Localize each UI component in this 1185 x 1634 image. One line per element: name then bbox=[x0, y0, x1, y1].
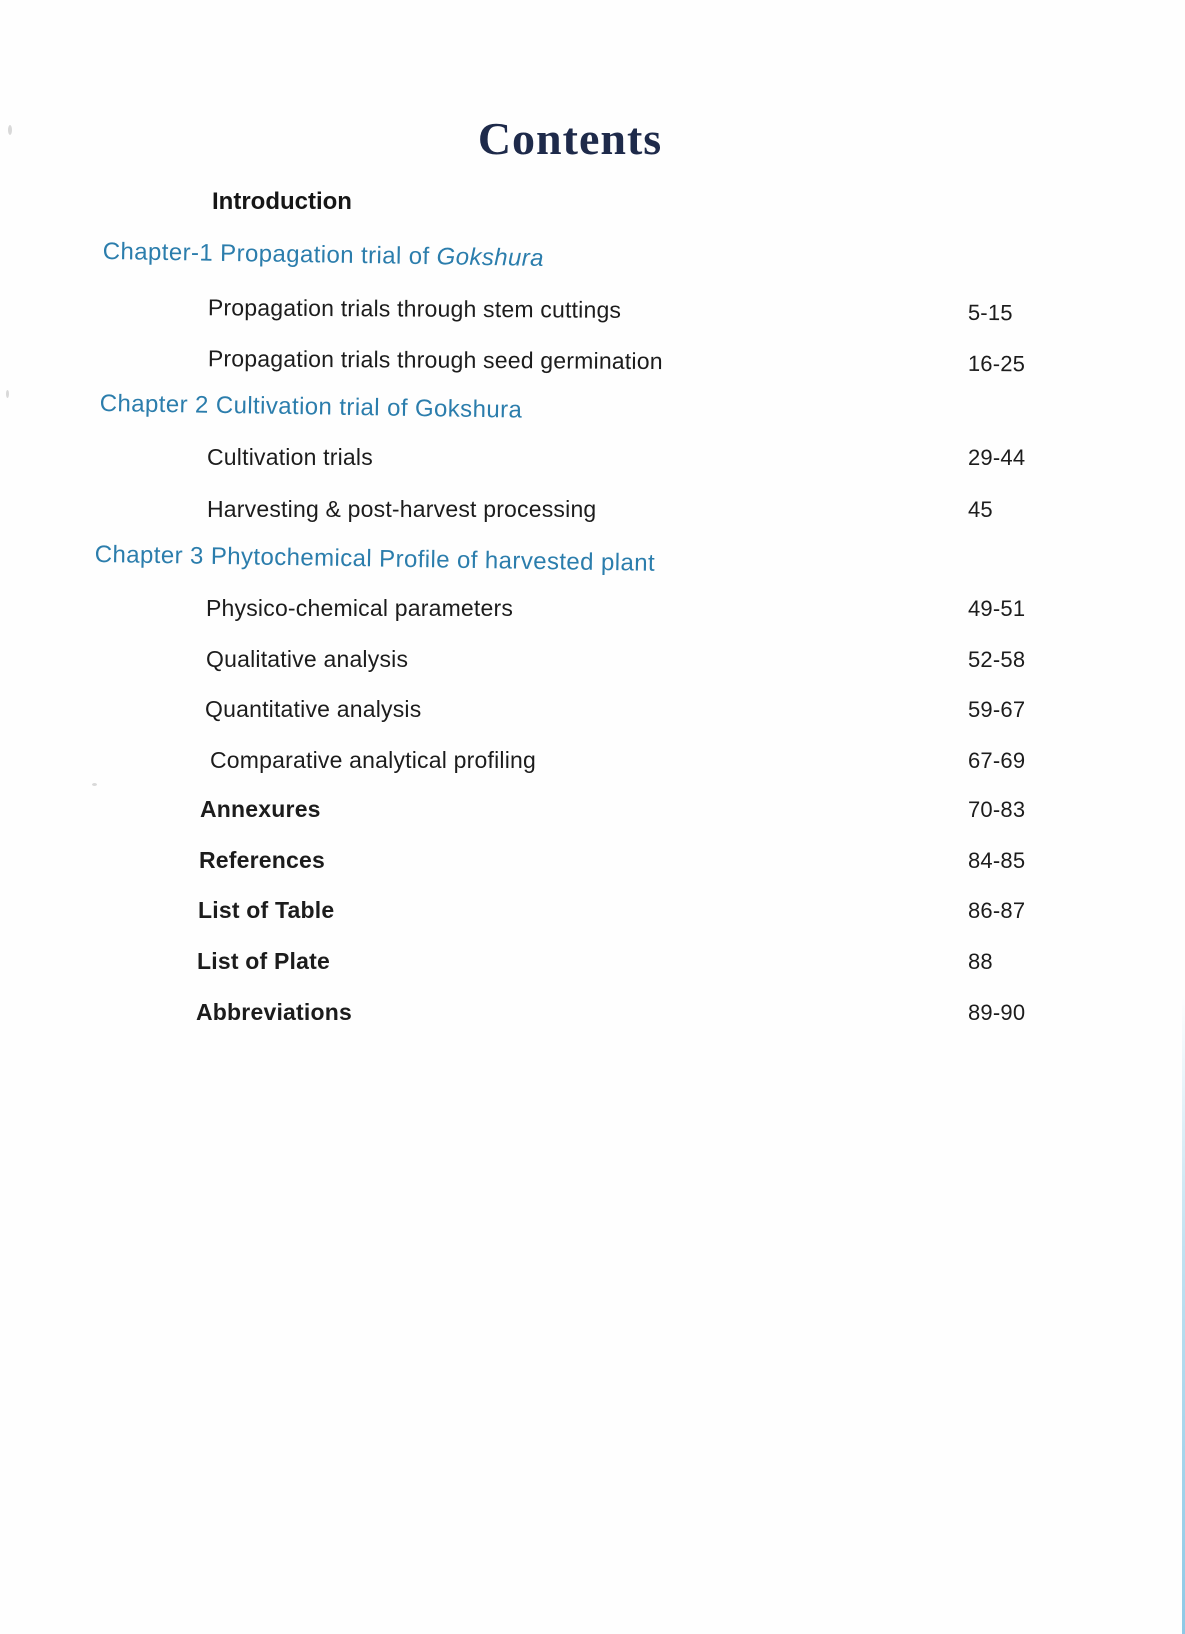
scan-speck bbox=[6, 390, 9, 398]
toc-entry-label: Abbreviations bbox=[196, 999, 352, 1025]
toc-entry-pages: 45 bbox=[968, 497, 993, 522]
toc-row bbox=[0, 293, 1030, 326]
toc-entry-label: References bbox=[199, 847, 326, 873]
chapter-1-heading-text: Chapter-1 Propagation trial of bbox=[102, 238, 437, 271]
chapter-2-heading bbox=[100, 390, 523, 425]
toc-entry-pages: 88 bbox=[968, 949, 993, 974]
toc-entry-pages: 84-85 bbox=[968, 848, 1026, 873]
chapter-3-heading-text: Chapter 3 Phytochemical Profile of harvested plant bbox=[94, 541, 656, 577]
toc-entry-label: Physico-chemical parameters bbox=[206, 595, 514, 621]
chapter-1-heading-emphasis: Gokshura bbox=[436, 243, 545, 272]
toc-entry-pages: 16-25 bbox=[967, 350, 1026, 377]
toc-entry-label: List of Plate bbox=[197, 948, 330, 974]
scan-speck bbox=[8, 125, 12, 135]
toc-entry-label: Harvesting & post-harvest processing bbox=[207, 496, 597, 522]
page-title: Contents bbox=[477, 113, 663, 164]
toc-row bbox=[0, 344, 1030, 377]
chapter-1-heading bbox=[103, 238, 545, 273]
toc-entry-label: Quantitative analysis bbox=[205, 696, 422, 722]
toc-entry-label: Propagation trials through stem cuttings bbox=[207, 294, 622, 323]
toc-entry-pages: 67-69 bbox=[968, 748, 1026, 773]
chapter-2-heading-text: Chapter 2 Cultivation trial of Gokshura bbox=[99, 390, 523, 424]
toc-entry-label: Qualitative analysis bbox=[206, 646, 409, 672]
toc-entry-pages: 59-67 bbox=[968, 697, 1026, 722]
toc-introduction-label: Introduction bbox=[212, 188, 352, 215]
toc-entry-pages: 5-15 bbox=[967, 299, 1013, 326]
toc-entry-label: Comparative analytical profiling bbox=[210, 747, 536, 773]
toc-entry-label: Annexures bbox=[200, 796, 321, 822]
toc-entry-pages: 29-44 bbox=[968, 445, 1026, 470]
toc-entry-label: Propagation trials through seed germination bbox=[207, 345, 663, 375]
toc-entry-pages: 49-51 bbox=[968, 596, 1026, 621]
toc-entry-label: List of Table bbox=[198, 897, 335, 923]
toc-entry-pages: 70-83 bbox=[968, 797, 1026, 822]
toc-entry-pages: 89-90 bbox=[968, 1000, 1026, 1025]
scan-speck bbox=[92, 783, 97, 786]
chapter-3-heading bbox=[95, 541, 656, 578]
toc-entry-label: Cultivation trials bbox=[207, 444, 373, 470]
toc-entry-pages: 86-87 bbox=[968, 898, 1026, 923]
toc-entry-pages: 52-58 bbox=[968, 647, 1026, 672]
